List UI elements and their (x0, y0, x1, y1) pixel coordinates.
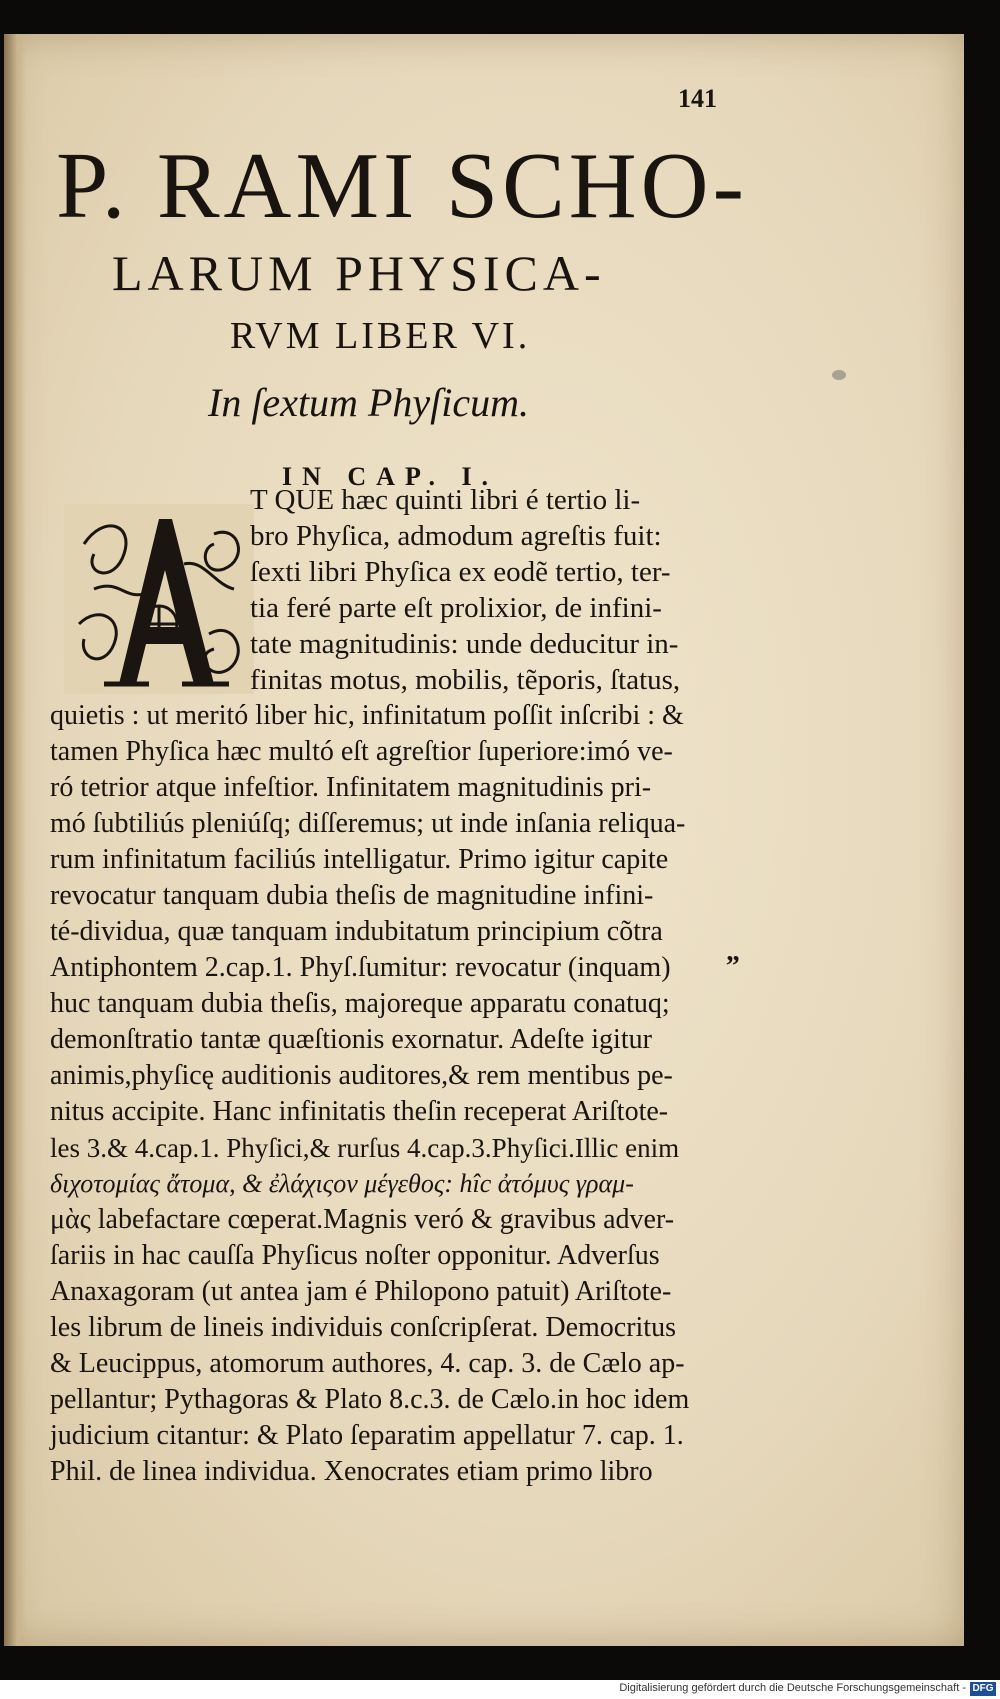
page-spine-shadow (4, 34, 26, 1646)
text-line: finitas motus, mobilis, tẽporis, ſtatus, (250, 664, 681, 696)
dfg-logo-icon: DFG (970, 1682, 996, 1696)
text-line: & Leucippus, atomorum authores, 4. cap. 3. de Cælo ap- (50, 1348, 685, 1379)
text-line: rum infinitatum faciliús intelligatur. Primo igitur capite (50, 844, 669, 875)
text-line: demonſtratio tantæ quæſtionis exornatur. Adeſte igitur (50, 1024, 652, 1055)
text-line: Anaxagoram (ut antea jam é Philopono patuit) Ariſtote- (50, 1276, 672, 1307)
text-line: judicium citantur: & Plato ſeparatim appellatur 7. cap. 1. (50, 1420, 684, 1451)
text-line: revocatur tanquam dubia theſis de magnitudine infini- (50, 880, 654, 911)
text-line: Phil. de linea individua. Xenocrates etiam primo libro (50, 1456, 653, 1487)
section-subtitle: In ſextum Phyſicum. (208, 380, 529, 425)
text-line: tia feré parte eſt prolixior, de infini- (250, 592, 662, 624)
text-line: bro Phyſica, admodum agreſtis fuit: (250, 520, 662, 552)
text-line: huc tanquam dubia theſis, majoreque apparatu conatuq; (50, 988, 670, 1019)
paper-stain (832, 370, 846, 380)
text-line: tate magnitudinis: unde deducitur in- (250, 628, 679, 660)
page-number: 141 (678, 84, 717, 113)
title-line-2: LARUM PHYSICA- (112, 245, 606, 301)
text-line: Antiphontem 2.cap.1. Phyſ.ſumitur: revocatur (inquam) (50, 952, 671, 983)
footer-credit: Digitalisierung gefördert durch die Deutsche Forschungsgemeinschaft - (619, 1682, 966, 1694)
title-line-1: P. RAMI SCHO- (56, 134, 748, 238)
text-line: mó ſubtiliús pleniúſq; diſſeremus; ut inde inſania reliqua- (50, 808, 686, 839)
text-line: té-dividua, quæ tanquam indubitatum principium cõtra (50, 916, 663, 947)
text-line: ſariis in hac cauſſa Phyſicus noſter opponitur. Adverſus (50, 1240, 660, 1271)
margin-quote-mark: „ (726, 936, 740, 967)
text-line: tamen Phyſica hæc multó eſt agreſtior ſuperiore:imó ve- (50, 736, 673, 767)
chapter-heading: IN CAP. I. (282, 462, 499, 491)
text-line-greek: διχοτομίας ἄτομα, & ἐλάχιςον μέγεθος: hîc ἀτόμυς γραμ- (50, 1169, 634, 1198)
text-line: T QUE hæc quinti libri é tertio li- (250, 484, 641, 516)
text-line: les librum de lineis individuis conſcripſerat. Democritus (50, 1312, 676, 1343)
text-line: nitus accipite. Hanc infinitatis theſin receperat Ariſtote- (50, 1096, 669, 1127)
text-line: μὰς labefactare cœperat.Magnis veró & gravibus adver- (50, 1204, 675, 1235)
text-line: pellantur; Pythagoras & Plato 8.c.3. de Cælo.in hoc idem (50, 1384, 690, 1415)
title-line-3: RVM LIBER VI. (230, 315, 531, 357)
book-page (4, 34, 964, 1646)
text-line: les 3.& 4.cap.1. Phyſici,& rurſus 4.cap.3.Phyſici.Illic enim (50, 1133, 680, 1163)
text-line: ſexti libri Phyſica ex eodẽ tertio, ter- (250, 556, 671, 588)
text-line: ró tetrior atque infeſtior. Infinitatem magnitudinis pri- (50, 772, 652, 803)
text-line: quietis : ut meritó liber hic, infinitatum poſſit inſcribi : & (50, 700, 684, 731)
text-line: animis,phyſicę auditionis auditores,& rem mentibus pe- (50, 1060, 673, 1091)
decorated-initial-a-icon (64, 504, 254, 694)
